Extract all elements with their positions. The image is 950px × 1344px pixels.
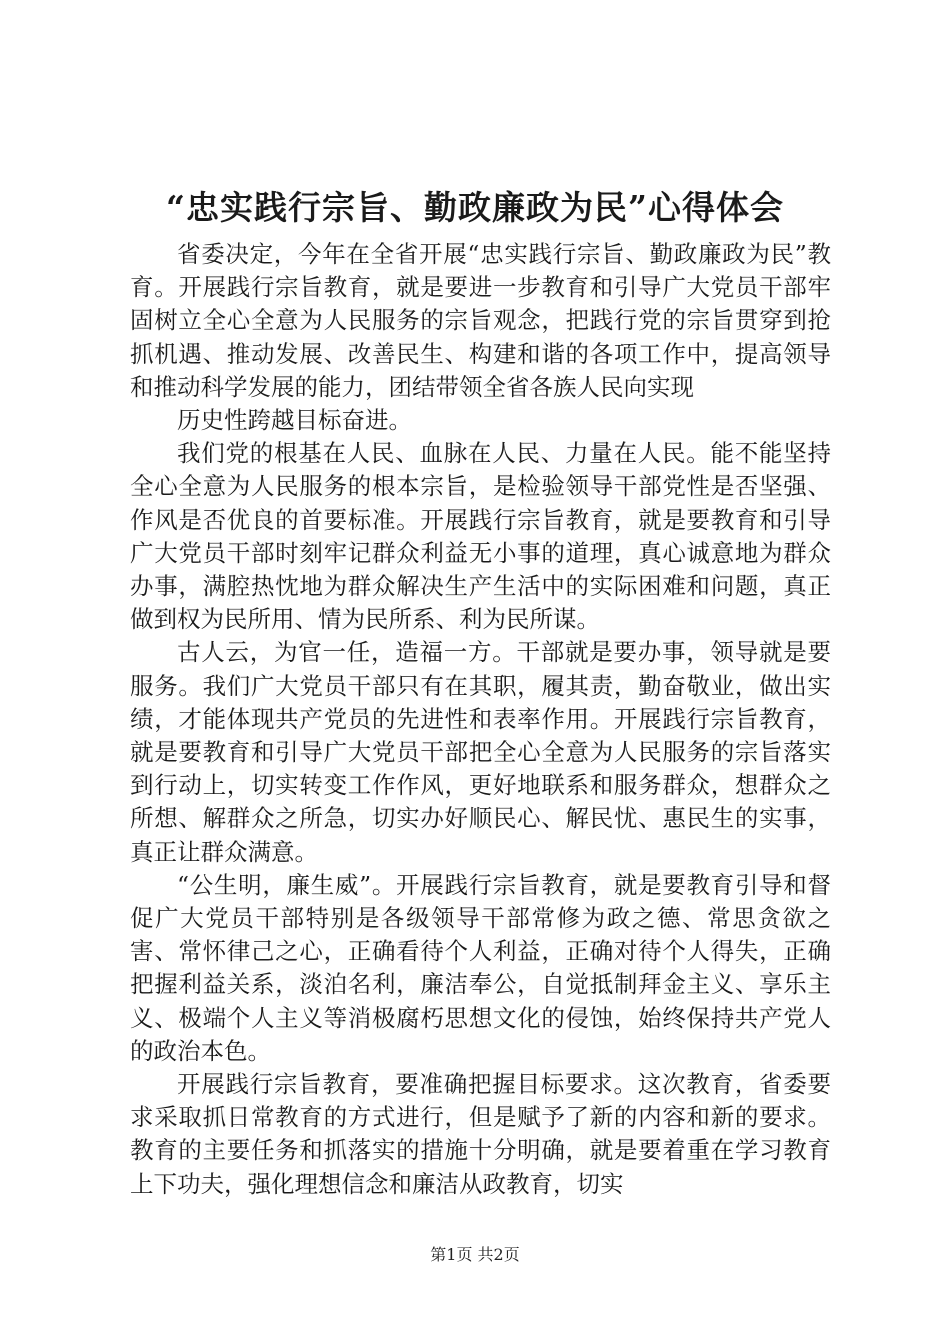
paragraph: 古人云，为官一任，造福一方。干部就是要办事，领导就是要服务。我们广大党员干部只有在其职，履其责，勤奋敬业，做出实绩，才能体现共产党员的先进性和表率作用。开展践行宗旨教育，就是要教育和引导广大党员干部把全心全意为人民服务的宗旨落实到行动上，切实转变工作作风，更好地联系和服务群众，想群众之所想、解群众之所急，切实办好顺民心、解民忧、惠民生的实事，真正让群众满意。: [130, 638, 831, 866]
paragraph: 我们党的根基在人民、血脉在人民、力量在人民。能不能坚持全心全意为人民服务的根本宗旨，是检验领导干部党性是否坚强、作风是否优良的首要标准。开展践行宗旨教育，就是要教育和引导广大党员干部时刻牢记群众利益无小事的道理，真心诚意地为群众办事，满腔热忱地为群众解决生产生活中的实际困难和问题，真正做到权为民所用、情为民所系、利为民所谋。: [130, 439, 831, 634]
paragraph: 开展践行宗旨教育，要准确把握目标要求。这次教育，省委要求采取抓日常教育的方式进行，但是赋予了新的内容和新的要求。教育的主要任务和抓落实的措施十分明确，就是要着重在学习教育上下功夫，强化理想信念和廉洁从政教育，切实: [130, 1070, 831, 1198]
paragraph: 省委决定，今年在全省开展“忠实践行宗旨、勤政廉政为民”教育。开展践行宗旨教育，就是要进一步教育和引导广大党员干部牢固树立全心全意为人民服务的宗旨观念，把践行党的宗旨贯穿到抢抓机遇、推动发展、改善民生、构建和谐的各项工作中，提高领导和推动科学发展的能力，团结带领全省各族人民向实现: [130, 240, 831, 401]
document-body: [130, 238, 831, 1201]
paragraph: 历史性跨越目标奋进。: [177, 406, 412, 435]
document-title: “忠实践行宗旨、勤政廉政为民”心得体会: [166, 188, 784, 227]
paragraph: “公生明，廉生威”。开展践行宗旨教育，就是要教育引导和督促广大党员干部特别是各级领导干部常修为政之德、常思贪欲之害、常怀律己之心，正确看待个人利益，正确对待个人得失，正确把握利益关系，淡泊名利，廉洁奉公，自觉抵制拜金主义、享乐主义、极端个人主义等消极腐朽思想文化的侵蚀，始终保持共产党人的政治本色。: [130, 870, 831, 1065]
page-number-footer: 第1页 共2页: [430, 1245, 520, 1264]
